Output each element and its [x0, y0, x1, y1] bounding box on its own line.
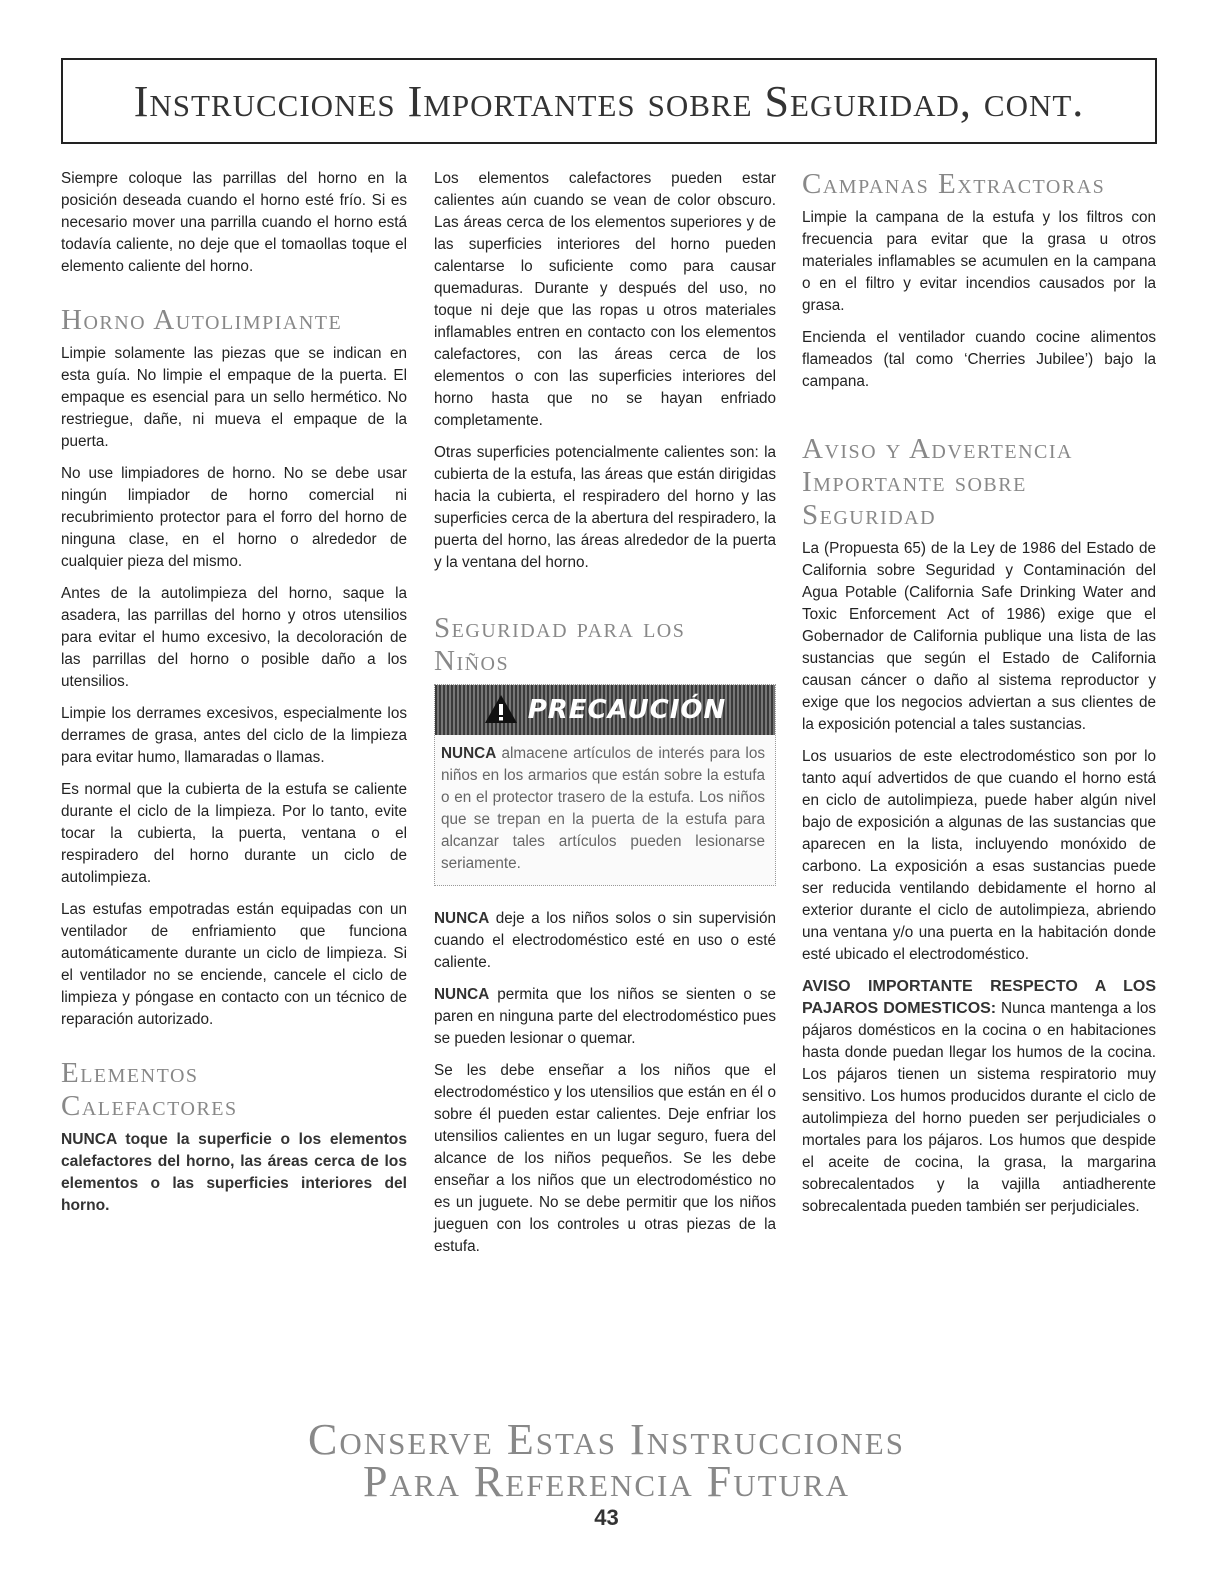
page-title-banner — [61, 58, 1157, 144]
warning-triangle-icon — [484, 694, 518, 727]
paragraph-never-touch: NUNCA toque la superficie o los elementos calefactores del horno, las áreas cerca de los elementos o las superficies interiores del horno. — [61, 1131, 407, 1214]
paragraph-clean-parts: Limpie solamente las piezas que se indican en esta guía. No limpie el empaque de la puerta. El empaque es esencial para un sello hermético. No restriegue, dañe, ni mueva el empaque de la puerta. — [61, 345, 407, 450]
caution-text-block — [435, 735, 775, 885]
paragraph-fan-flambe: Encienda el ventilador cuando cocine alimentos flameados (tal como ‘Cherries Jubilee’) bajo la campana. — [802, 329, 1156, 390]
paragraph-never-alone — [434, 908, 776, 974]
paragraph-elements-hot: Los elementos calefactores pueden estar calientes aún cuando se vean de color obscuro. Las áreas cerca de los elementos superiores y de las superficies interiores del horno pueden calentarse lo suficiente como para causar quemaduras. Durante y después del uso, no toque ni deje que las ropas u otros materiales inflamables entren en contacto con los elementos calefactores, con las áreas cerca de los elementos o con las superficies interiores del horno hasta que no se hayan enfriado completamente. — [434, 170, 776, 429]
caution-label: PRECAUCIÓN — [527, 695, 727, 725]
heading-heating-elements-line1: Elementos — [61, 1057, 199, 1089]
paragraph-pet-birds — [802, 976, 1156, 1218]
caution-header — [435, 685, 775, 735]
heading-safety-notice-line2: Importante sobre — [802, 466, 1027, 498]
paragraph-pet-birds-lead: AVISO IMPORTANTE RESPECTO A LOS PAJAROS DOMESTICOS: — [802, 978, 1156, 1017]
caution-text: almacene artículos de interés para los niños en los armarios que están sobre la estufa o en el protector trasero de la estufa. Los niños que se trepan en la puerta de la estufa para alcanzar tales artículos pueden lesionarse seriamente. — [441, 745, 765, 872]
caution-lead: NUNCA — [441, 745, 497, 762]
page-number: 43 — [594, 1505, 619, 1530]
paragraph-never-sit — [434, 984, 776, 1050]
paragraph-before-cleaning: Antes de la autolimpieza del horno, saque la asadera, las parrillas del horno y otros utensilios para evitar el humo excesivo, la decoloración de las parrillas del horno o posible daño a los utensilios. — [61, 585, 407, 690]
paragraph-cooling-fan: Las estufas empotradas están equipadas con un ventilador de enfriamiento que funciona automáticamente durante un ciclo de limpieza. Si el ventilador no se enciende, cancele el ciclo de limpieza y póngase en contacto con un técnico de reparación autorizado. — [61, 901, 407, 1028]
heading-safety-notice-line3: Seguridad — [802, 499, 937, 531]
heading-safety-notice — [802, 433, 1156, 532]
heading-heating-elements — [61, 1057, 407, 1123]
paragraph-spills: Limpie los derrames excesivos, especialmente los derrames de grasa, antes del ciclo de la limpieza para evitar humo, llamaradas o llamas. — [61, 705, 407, 766]
heading-safety-notice-line1: Aviso y Advertencia — [802, 433, 1073, 465]
heading-range-hoods: Campanas Extractoras — [802, 168, 1106, 200]
paragraph-never-sit-text: permita que los niños se sienten o se paren en ninguna parte del electrodoméstico pues se pueden lesionar o quemar. — [434, 986, 776, 1047]
paragraph-teach-children: Se les debe enseñar a los niños que el electrodoméstico y los utensilios que están en él o sobre él pueden estar calientes. Deje enfriar los utensilios calientes en un lugar seguro, fuera del alcance de los niños pequeños. Se les debe enseñar a los niños que un electrodoméstico no es un juguete. No se debe permitir que los niños jueguen con los controles u otras piezas de la estufa. — [434, 1062, 776, 1255]
paragraph-never-sit-lead: NUNCA — [434, 986, 490, 1003]
heading-heating-elements-line2: Calefactores — [61, 1090, 238, 1122]
heading-child-safety — [434, 612, 776, 678]
paragraph-cooktop-hot: Es normal que la cubierta de la estufa se caliente durante el ciclo de la limpieza. Por lo tanto, evite tocar la cubierta, la puerta, ventana o el respiradero del horno durante un ciclo de autolimpieza. — [61, 781, 407, 886]
heading-self-clean-oven: Horno Autolimpiante — [61, 304, 343, 336]
paragraph-no-cleaners: No use limpiadores de horno. No se debe usar ningún limpiador de horno comercial ni recubrimiento protector para el forro del horno de ninguna clase, en el horno o alrededor de cualquier pieza del mismo. — [61, 465, 407, 570]
paragraph-never-alone-lead: NUNCA — [434, 910, 490, 927]
caution-box — [434, 684, 776, 886]
column-middle — [434, 168, 776, 1268]
heading-child-safety-line2: Niños — [434, 645, 510, 677]
heading-child-safety-line1: Seguridad para los — [434, 612, 686, 644]
paragraph-users-warned: Los usuarios de este electrodoméstico son por lo tanto aquí advertidos de que cuando el horno está en ciclo de autolimpieza, puede haber algún nivel bajo de exposición a algunas de las sustancias que aparecen en la lista, incluyendo monóxido de carbono. La exposición a esas sustancias puede ser reducida ventilando debidamente el horno al exterior durante el ciclo de autolimpieza, abriendo una ventana y/o una puerta en la habitación donde esté ubicado el electrodoméstico. — [802, 748, 1156, 963]
footer-line-1: Conserve Estas Instrucciones — [308, 1415, 905, 1464]
paragraph-pet-birds-text: Nunca mantenga a los pájaros domésticos en la cocina o en habitaciones hasta donde puedan llegar los humos de la cocina. Los pájaros tienen un sistema respiratorio muy sensitivo. Los humos producidos durante el ciclo de autolimpieza del horno pueden ser perjudiciales o mortales para los pájaros. Los humos que despide el aceite de cocina, la grasa, la margarina sobrecalentados y la vajilla antiadherente sobrecalentada pueden también ser perjudiciales. — [802, 1000, 1156, 1215]
paragraph-clean-hood: Limpie la campana de la estufa y los filtros con frecuencia para evitar que la grasa u otros materiales inflamables se acumulen en la campana o en el filtro y evitar incendios causados por la grasa. — [802, 209, 1156, 314]
column-right — [802, 168, 1156, 1228]
paragraph-proposition-65: La (Propuesta 65) de la Ley de 1986 del Estado de California sobre Seguridad y Contaminación del Agua Potable (California Safe Drinking Water and Toxic Enforcement Act of 1986) exige que el Gobernador de California publique una lista de las sustancias que según el Estado de California causan cáncer o daño al sistema reproductor y exige que los negocios adviertan a sus clientes de la exposición potencial a tales sustancias. — [802, 540, 1156, 733]
paragraph-never-alone-text: deje a los niños solos o sin supervisión cuando el electrodoméstico esté en uso o esté caliente. — [434, 910, 776, 971]
paragraph-hot-surfaces: Otras superficies potencialmente calientes son: la cubierta de la estufa, las áreas que están dirigidas hacia la cubierta, el respiradero del horno y las superficies cerca de la abertura del respiradero, la puerta del horno, las áreas alrededor de la puerta y la ventana del horno. — [434, 444, 776, 571]
page-title: Instrucciones Importantes sobre Seguridad, cont. — [133, 76, 1085, 126]
paragraph-oven-racks: Siempre coloque las parrillas del horno en la posición deseada cuando el horno esté frío. Si es necesario mover una parrilla cuando el horno está todavía caliente, no deje que el tomaollas toque el elemento caliente del horno. — [61, 170, 407, 275]
column-left — [61, 168, 407, 1227]
footer-line-2: Para Referencia Futura — [362, 1457, 850, 1506]
